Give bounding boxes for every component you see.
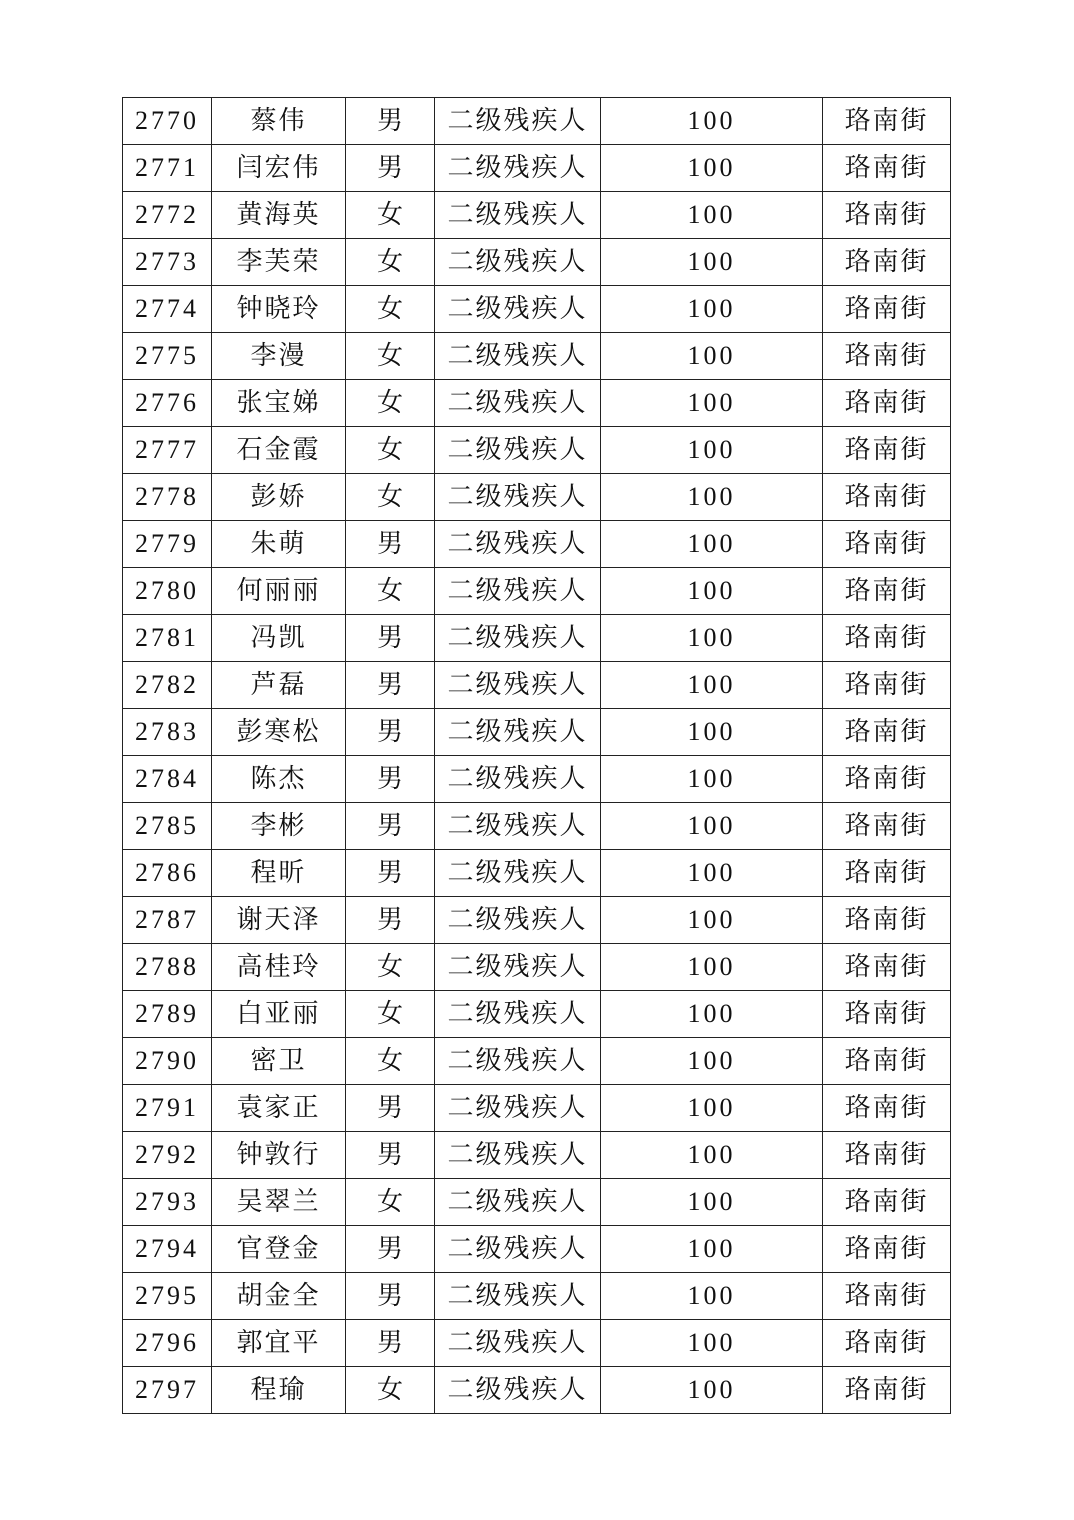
- disability-level-cell: 二级残疾人: [435, 192, 601, 239]
- gender-cell: 男: [346, 662, 435, 709]
- street-cell: 珞南街: [823, 192, 951, 239]
- street-cell: 珞南街: [823, 1038, 951, 1085]
- serial-number-cell: 2784: [123, 756, 212, 803]
- gender-cell: 男: [346, 1132, 435, 1179]
- gender-cell: 男: [346, 709, 435, 756]
- serial-number-cell: 2794: [123, 1226, 212, 1273]
- amount-cell: 100: [601, 427, 823, 474]
- serial-number-cell: 2771: [123, 145, 212, 192]
- street-cell: 珞南街: [823, 1179, 951, 1226]
- table-row: [123, 709, 951, 756]
- amount-cell: 100: [601, 803, 823, 850]
- name-cell: 蔡伟: [212, 98, 346, 145]
- table-row: [123, 803, 951, 850]
- table-row: [123, 192, 951, 239]
- street-cell: 珞南街: [823, 1320, 951, 1367]
- serial-number-cell: 2795: [123, 1273, 212, 1320]
- serial-number-cell: 2782: [123, 662, 212, 709]
- gender-cell: 男: [346, 1226, 435, 1273]
- name-cell: 官登金: [212, 1226, 346, 1273]
- serial-number-cell: 2772: [123, 192, 212, 239]
- name-cell: 何丽丽: [212, 568, 346, 615]
- serial-number-cell: 2790: [123, 1038, 212, 1085]
- street-cell: 珞南街: [823, 333, 951, 380]
- street-cell: 珞南街: [823, 239, 951, 286]
- amount-cell: 100: [601, 1132, 823, 1179]
- disability-level-cell: 二级残疾人: [435, 427, 601, 474]
- amount-cell: 100: [601, 709, 823, 756]
- street-cell: 珞南街: [823, 803, 951, 850]
- street-cell: 珞南街: [823, 145, 951, 192]
- gender-cell: 女: [346, 474, 435, 521]
- serial-number-cell: 2785: [123, 803, 212, 850]
- name-cell: 冯凯: [212, 615, 346, 662]
- serial-number-cell: 2783: [123, 709, 212, 756]
- serial-number-cell: 2793: [123, 1179, 212, 1226]
- table-row: [123, 333, 951, 380]
- name-cell: 张宝娣: [212, 380, 346, 427]
- serial-number-cell: 2777: [123, 427, 212, 474]
- table-row: [123, 474, 951, 521]
- name-cell: 钟晓玲: [212, 286, 346, 333]
- name-cell: 李漫: [212, 333, 346, 380]
- gender-cell: 男: [346, 521, 435, 568]
- gender-cell: 男: [346, 756, 435, 803]
- amount-cell: 100: [601, 756, 823, 803]
- table-row: [123, 568, 951, 615]
- gender-cell: 女: [346, 1367, 435, 1414]
- table-row: [123, 521, 951, 568]
- disability-level-cell: 二级残疾人: [435, 1367, 601, 1414]
- name-cell: 钟敦行: [212, 1132, 346, 1179]
- disability-level-cell: 二级残疾人: [435, 1085, 601, 1132]
- disability-level-cell: 二级残疾人: [435, 897, 601, 944]
- table-row: [123, 897, 951, 944]
- serial-number-cell: 2776: [123, 380, 212, 427]
- name-cell: 闫宏伟: [212, 145, 346, 192]
- table-row: [123, 1273, 951, 1320]
- disability-level-cell: 二级残疾人: [435, 521, 601, 568]
- name-cell: 陈杰: [212, 756, 346, 803]
- gender-cell: 女: [346, 991, 435, 1038]
- gender-cell: 男: [346, 145, 435, 192]
- amount-cell: 100: [601, 944, 823, 991]
- disability-level-cell: 二级残疾人: [435, 1038, 601, 1085]
- street-cell: 珞南街: [823, 709, 951, 756]
- gender-cell: 男: [346, 1085, 435, 1132]
- amount-cell: 100: [601, 568, 823, 615]
- gender-cell: 女: [346, 286, 435, 333]
- table-row: [123, 991, 951, 1038]
- serial-number-cell: 2791: [123, 1085, 212, 1132]
- document-page: [122, 97, 951, 1414]
- disability-level-cell: 二级残疾人: [435, 1132, 601, 1179]
- name-cell: 彭娇: [212, 474, 346, 521]
- table-row: [123, 1320, 951, 1367]
- name-cell: 高桂玲: [212, 944, 346, 991]
- disability-level-cell: 二级残疾人: [435, 1320, 601, 1367]
- amount-cell: 100: [601, 1085, 823, 1132]
- table-row: [123, 1179, 951, 1226]
- serial-number-cell: 2786: [123, 850, 212, 897]
- gender-cell: 女: [346, 192, 435, 239]
- name-cell: 石金霞: [212, 427, 346, 474]
- gender-cell: 男: [346, 1320, 435, 1367]
- disability-level-cell: 二级残疾人: [435, 568, 601, 615]
- street-cell: 珞南街: [823, 286, 951, 333]
- serial-number-cell: 2797: [123, 1367, 212, 1414]
- street-cell: 珞南街: [823, 756, 951, 803]
- recipient-table-body: [123, 98, 951, 1414]
- gender-cell: 女: [346, 427, 435, 474]
- amount-cell: 100: [601, 850, 823, 897]
- amount-cell: 100: [601, 1226, 823, 1273]
- name-cell: 李彬: [212, 803, 346, 850]
- amount-cell: 100: [601, 1320, 823, 1367]
- street-cell: 珞南街: [823, 850, 951, 897]
- gender-cell: 女: [346, 1038, 435, 1085]
- amount-cell: 100: [601, 1038, 823, 1085]
- disability-level-cell: 二级残疾人: [435, 944, 601, 991]
- street-cell: 珞南街: [823, 427, 951, 474]
- serial-number-cell: 2788: [123, 944, 212, 991]
- gender-cell: 男: [346, 897, 435, 944]
- street-cell: 珞南街: [823, 521, 951, 568]
- table-row: [123, 944, 951, 991]
- table-row: [123, 615, 951, 662]
- street-cell: 珞南街: [823, 1132, 951, 1179]
- serial-number-cell: 2796: [123, 1320, 212, 1367]
- name-cell: 李芙荣: [212, 239, 346, 286]
- disability-level-cell: 二级残疾人: [435, 239, 601, 286]
- disability-level-cell: 二级残疾人: [435, 98, 601, 145]
- serial-number-cell: 2775: [123, 333, 212, 380]
- name-cell: 密卫: [212, 1038, 346, 1085]
- serial-number-cell: 2781: [123, 615, 212, 662]
- gender-cell: 女: [346, 944, 435, 991]
- disability-level-cell: 二级残疾人: [435, 991, 601, 1038]
- amount-cell: 100: [601, 897, 823, 944]
- serial-number-cell: 2787: [123, 897, 212, 944]
- gender-cell: 男: [346, 850, 435, 897]
- disability-level-cell: 二级残疾人: [435, 803, 601, 850]
- street-cell: 珞南街: [823, 897, 951, 944]
- table-row: [123, 427, 951, 474]
- disability-level-cell: 二级残疾人: [435, 1179, 601, 1226]
- name-cell: 程昕: [212, 850, 346, 897]
- table-row: [123, 1038, 951, 1085]
- disability-level-cell: 二级残疾人: [435, 1226, 601, 1273]
- gender-cell: 女: [346, 333, 435, 380]
- gender-cell: 男: [346, 615, 435, 662]
- gender-cell: 女: [346, 568, 435, 615]
- street-cell: 珞南街: [823, 568, 951, 615]
- amount-cell: 100: [601, 662, 823, 709]
- serial-number-cell: 2770: [123, 98, 212, 145]
- name-cell: 郭宜平: [212, 1320, 346, 1367]
- street-cell: 珞南街: [823, 944, 951, 991]
- street-cell: 珞南街: [823, 1226, 951, 1273]
- disability-level-cell: 二级残疾人: [435, 615, 601, 662]
- amount-cell: 100: [601, 239, 823, 286]
- amount-cell: 100: [601, 521, 823, 568]
- table-row: [123, 286, 951, 333]
- table-row: [123, 98, 951, 145]
- name-cell: 谢天泽: [212, 897, 346, 944]
- table-row: [123, 145, 951, 192]
- disability-level-cell: 二级残疾人: [435, 474, 601, 521]
- amount-cell: 100: [601, 1273, 823, 1320]
- table-row: [123, 1367, 951, 1414]
- table-row: [123, 380, 951, 427]
- serial-number-cell: 2778: [123, 474, 212, 521]
- amount-cell: 100: [601, 1367, 823, 1414]
- street-cell: 珞南街: [823, 615, 951, 662]
- serial-number-cell: 2780: [123, 568, 212, 615]
- amount-cell: 100: [601, 615, 823, 662]
- street-cell: 珞南街: [823, 474, 951, 521]
- street-cell: 珞南街: [823, 98, 951, 145]
- table-row: [123, 850, 951, 897]
- amount-cell: 100: [601, 192, 823, 239]
- amount-cell: 100: [601, 474, 823, 521]
- gender-cell: 男: [346, 1273, 435, 1320]
- amount-cell: 100: [601, 1179, 823, 1226]
- amount-cell: 100: [601, 145, 823, 192]
- table-row: [123, 239, 951, 286]
- serial-number-cell: 2779: [123, 521, 212, 568]
- street-cell: 珞南街: [823, 1273, 951, 1320]
- table-row: [123, 756, 951, 803]
- gender-cell: 女: [346, 380, 435, 427]
- gender-cell: 女: [346, 1179, 435, 1226]
- gender-cell: 男: [346, 98, 435, 145]
- disability-level-cell: 二级残疾人: [435, 333, 601, 380]
- street-cell: 珞南街: [823, 380, 951, 427]
- gender-cell: 女: [346, 239, 435, 286]
- table-row: [123, 662, 951, 709]
- amount-cell: 100: [601, 991, 823, 1038]
- amount-cell: 100: [601, 286, 823, 333]
- street-cell: 珞南街: [823, 991, 951, 1038]
- name-cell: 程瑜: [212, 1367, 346, 1414]
- street-cell: 珞南街: [823, 1367, 951, 1414]
- name-cell: 彭寒松: [212, 709, 346, 756]
- serial-number-cell: 2792: [123, 1132, 212, 1179]
- street-cell: 珞南街: [823, 662, 951, 709]
- name-cell: 白亚丽: [212, 991, 346, 1038]
- disability-level-cell: 二级残疾人: [435, 756, 601, 803]
- amount-cell: 100: [601, 98, 823, 145]
- name-cell: 吴翠兰: [212, 1179, 346, 1226]
- name-cell: 胡金全: [212, 1273, 346, 1320]
- name-cell: 芦磊: [212, 662, 346, 709]
- disability-level-cell: 二级残疾人: [435, 286, 601, 333]
- disability-level-cell: 二级残疾人: [435, 1273, 601, 1320]
- recipient-table: [122, 97, 951, 1414]
- gender-cell: 男: [346, 803, 435, 850]
- disability-level-cell: 二级残疾人: [435, 145, 601, 192]
- table-row: [123, 1132, 951, 1179]
- table-row: [123, 1085, 951, 1132]
- amount-cell: 100: [601, 333, 823, 380]
- serial-number-cell: 2789: [123, 991, 212, 1038]
- name-cell: 朱萌: [212, 521, 346, 568]
- serial-number-cell: 2773: [123, 239, 212, 286]
- disability-level-cell: 二级残疾人: [435, 850, 601, 897]
- name-cell: 黄海英: [212, 192, 346, 239]
- disability-level-cell: 二级残疾人: [435, 662, 601, 709]
- disability-level-cell: 二级残疾人: [435, 709, 601, 756]
- serial-number-cell: 2774: [123, 286, 212, 333]
- amount-cell: 100: [601, 380, 823, 427]
- street-cell: 珞南街: [823, 1085, 951, 1132]
- name-cell: 袁家正: [212, 1085, 346, 1132]
- disability-level-cell: 二级残疾人: [435, 380, 601, 427]
- table-row: [123, 1226, 951, 1273]
